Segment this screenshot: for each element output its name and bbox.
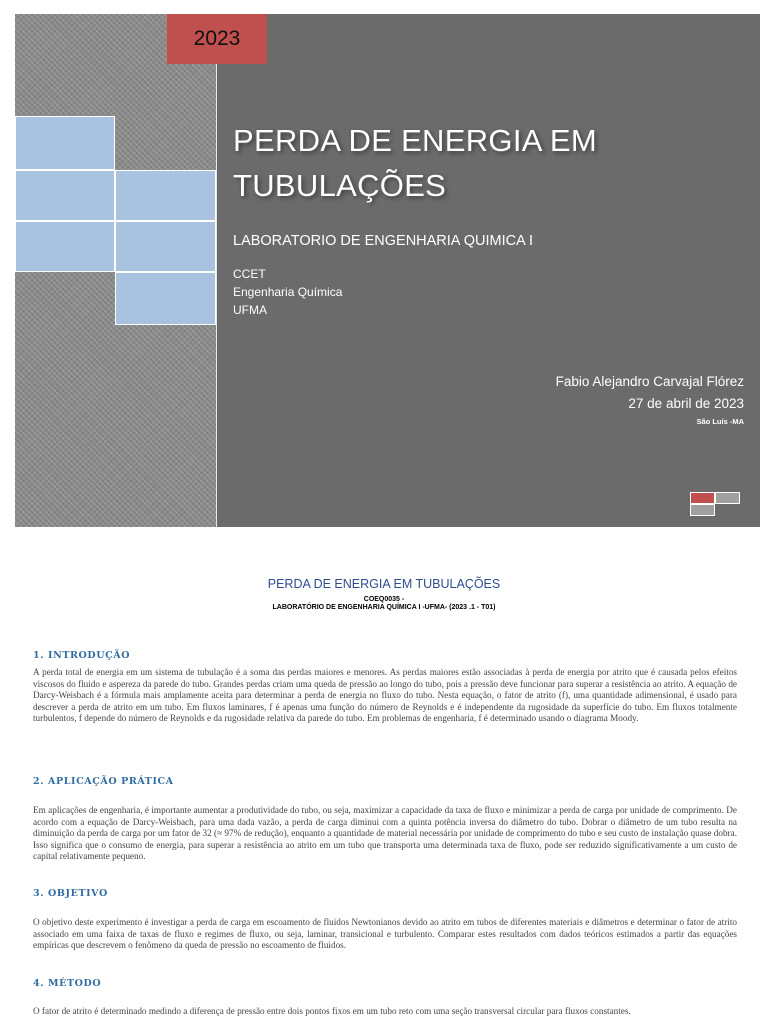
cover-city: São Luís -MA	[696, 417, 744, 426]
cover-subtitle: LABORATORIO DE ENGENHARIA QUIMICA I	[233, 233, 533, 249]
decorative-tile	[115, 272, 216, 325]
decorative-tile	[15, 116, 115, 170]
section-text-objective: O objetivo deste experimento é investigar a perda de carga em escoamento de fluidos Newtonianos devido ao atrito em tubos de diferentes materiais e diâmetros e determinar o fator de atrito associado em uma faixa de taxas de fluxo e regimes de fluxo, ou seja, laminar, transicional e turbulento. Comparar estes resultados com dados teóricos estimados a partir das equações empíricas que descrevem o fenômeno da queda de pressão no escoamento de fluidos.	[33, 917, 737, 950]
decorative-tile	[115, 221, 216, 272]
decorative-square-gray	[690, 504, 715, 516]
decorative-square-gray	[715, 492, 740, 504]
section-text-introduction: A perda total de energia em um sistema de tubulação é a soma das perdas maiores e menores. As perdas maiores estão associadas à perda de energia por atrito que é causada pelos efeitos viscosos do fluido e aspereza da parede do tubo. Grandes perdas criam uma queda de pressão ao longo do tubo, pois a pressão deve funcionar para superar a resistência ao atrito. A equação de Darcy-Weisbach é a fórmula mais amplamente aceita para determinar a perda de energia no fluxo do tubo. Nesta equação, o fator de atrito (f), uma quantidade adimensional, é usado para descrever a perda de atrito em um tubo. Em fluxos laminares, f é apenas uma função do número de Reynolds e é independente da rugosidade da superfície do tubo. Em fluxos totalmente turbulentos, f depende do número de Reynolds e da rugosidade relativa da parede do tubo. Em problemas de engenharia, f é determinado usando o diagrama Moody.	[33, 667, 737, 723]
section-heading-objective: 3. OBJETIVO	[33, 888, 108, 899]
section-text-application: Em aplicações de engenharia, é importante aumentar a produtividade do tubo, ou seja, maximizar a capacidade da taxa de fluxo e minimizar a perda de carga por unidade de comprimento. De acordo com a equação de Darcy-Weisbach, para uma dada vazão, a perda de carga diminui com a quinta potência inversa do diâmetro do tubo. Dobrar o diâmetro de um tubo resulta na diminuição da perda de carga por um fator de 32 (≈ 97% de redução), enquanto a quantidade de material necessária por unidade de comprimento do tubo e seu custo de instalação quase dobra. Isso significa que o consumo de energia, para superar a resistência ao atrito em um tubo que transporta uma determinada taxa de fluxo, pode ser reduzido significativamente a um custo de capital relativamente pequeno.	[33, 805, 737, 861]
section-heading-method: 4. MÉTODO	[33, 978, 102, 989]
cover-date: 27 de abril de 2023	[628, 396, 744, 411]
year-badge: 2023	[167, 14, 267, 64]
cover-panel	[15, 14, 760, 527]
cover-divider	[216, 14, 217, 527]
document-subtitle: LABORATÓRIO DE ENGENHARIA QUÍMICA I -UFMA- (2023 .1 - T01)	[272, 604, 496, 611]
cover-info-block	[233, 265, 342, 319]
cover-author: Fabio Alejandro Carvajal Flórez	[555, 374, 744, 389]
decorative-tile	[15, 170, 115, 221]
document-title: PERDA DE ENERGIA EM TUBULAÇÕES	[267, 577, 501, 591]
decorative-square-red	[690, 492, 715, 504]
cover-info-course: Engenharia Química	[233, 285, 343, 299]
document-code: COEQ0035 -	[363, 596, 405, 603]
section-text-method: O fator de atrito é determinado medindo a diferença de pressão entre dois pontos fixos em um tubo reto com uma seção transversal circular para fluxos constantes.	[33, 1006, 631, 1016]
cover-info-university: UFMA	[233, 303, 267, 317]
cover-info-center: CCET	[233, 267, 266, 281]
section-heading-application: 2. APLICAÇÃO PRÁTICA	[33, 776, 174, 787]
cover-title: PERDA DE ENERGIA EM TUBULAÇÕES	[233, 123, 598, 203]
section-heading-introduction: 1. INTRODUÇÃO	[33, 650, 131, 661]
decorative-tile	[15, 221, 115, 272]
decorative-tile	[115, 170, 216, 221]
